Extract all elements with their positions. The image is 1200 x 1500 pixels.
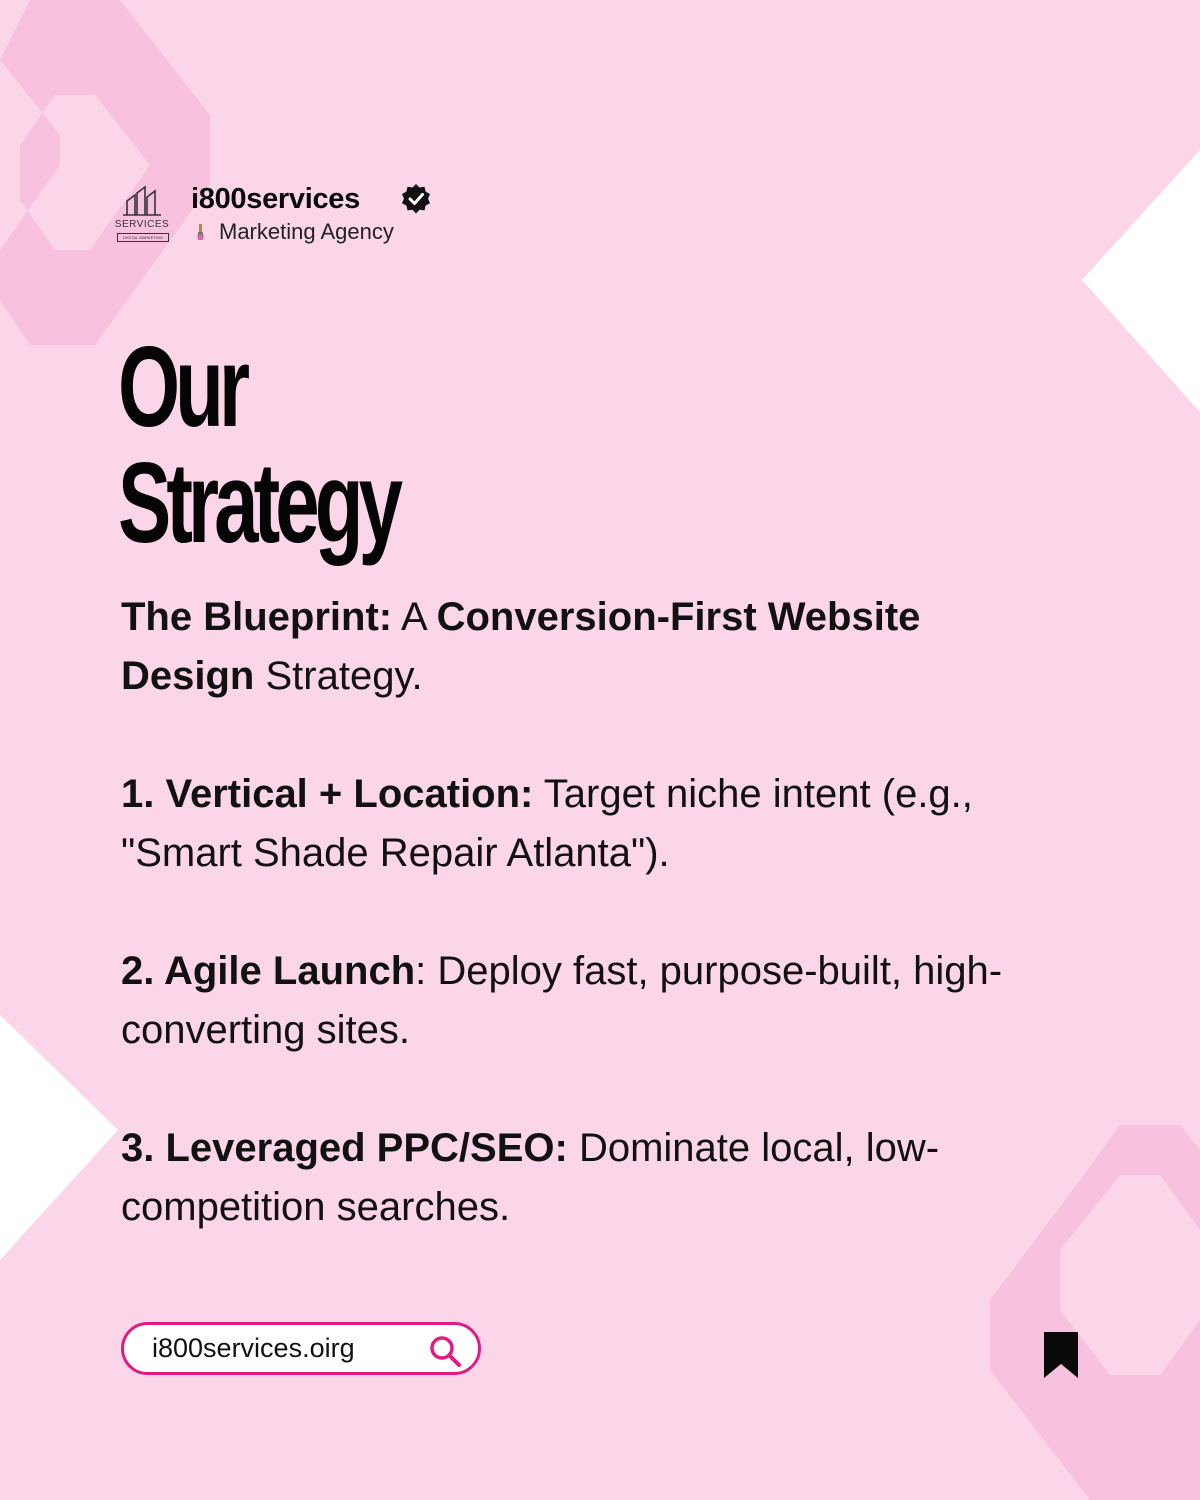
- intro-text-end: Strategy.: [254, 654, 423, 698]
- website-search-bar[interactable]: [121, 1322, 481, 1375]
- profile-header: [113, 183, 432, 253]
- strategy-point-3: [121, 1119, 1021, 1237]
- bookmark-icon[interactable]: [1042, 1330, 1080, 1380]
- strategy-point-2: [121, 942, 1021, 1060]
- title-line-2: Strategy: [118, 440, 399, 567]
- white-left-chevron: [0, 1015, 118, 1260]
- strategy-content: [121, 588, 1021, 1237]
- account-handle[interactable]: i800services: [191, 183, 360, 215]
- point-1-label: 1. Vertical + Location:: [121, 772, 534, 816]
- point-2-text: : Deploy fast, purpose-built, high-converting sites.: [121, 949, 1003, 1052]
- white-right-chevron: [1082, 150, 1200, 412]
- logo-text: SERVICES: [114, 219, 170, 230]
- top-left-chain-shape: [0, 0, 210, 345]
- intro-text: A: [392, 595, 437, 639]
- logo-building-icon: [113, 183, 171, 219]
- paintbrush-icon: [191, 223, 209, 241]
- brand-logo[interactable]: [113, 183, 171, 245]
- point-3-label: 3. Leveraged PPC/SEO:: [121, 1126, 568, 1170]
- logo-subtext: DIGITAL MARKETING: [117, 233, 169, 242]
- strategy-point-1: [121, 765, 1021, 883]
- website-url[interactable]: i800services.oirg: [152, 1333, 355, 1363]
- point-3-text: Dominate local, low-competition searches.: [121, 1126, 940, 1229]
- bottom-right-chain-shape: [990, 1125, 1200, 1500]
- point-1-text: Target niche intent (e.g., "Smart Shade Repair Atlanta").: [121, 772, 973, 875]
- intro-bold-label: The Blueprint:: [121, 595, 393, 639]
- intro-paragraph: [121, 588, 1021, 706]
- search-icon[interactable]: [428, 1334, 462, 1368]
- account-category: Marketing Agency: [219, 219, 394, 244]
- intro-bold-phrase: Conversion-First Website Design: [121, 595, 921, 698]
- point-2-label: 2. Agile Launch: [121, 949, 416, 993]
- title-line-1: Our: [118, 324, 246, 451]
- verified-badge-icon: [400, 183, 432, 215]
- page-title: [118, 324, 399, 567]
